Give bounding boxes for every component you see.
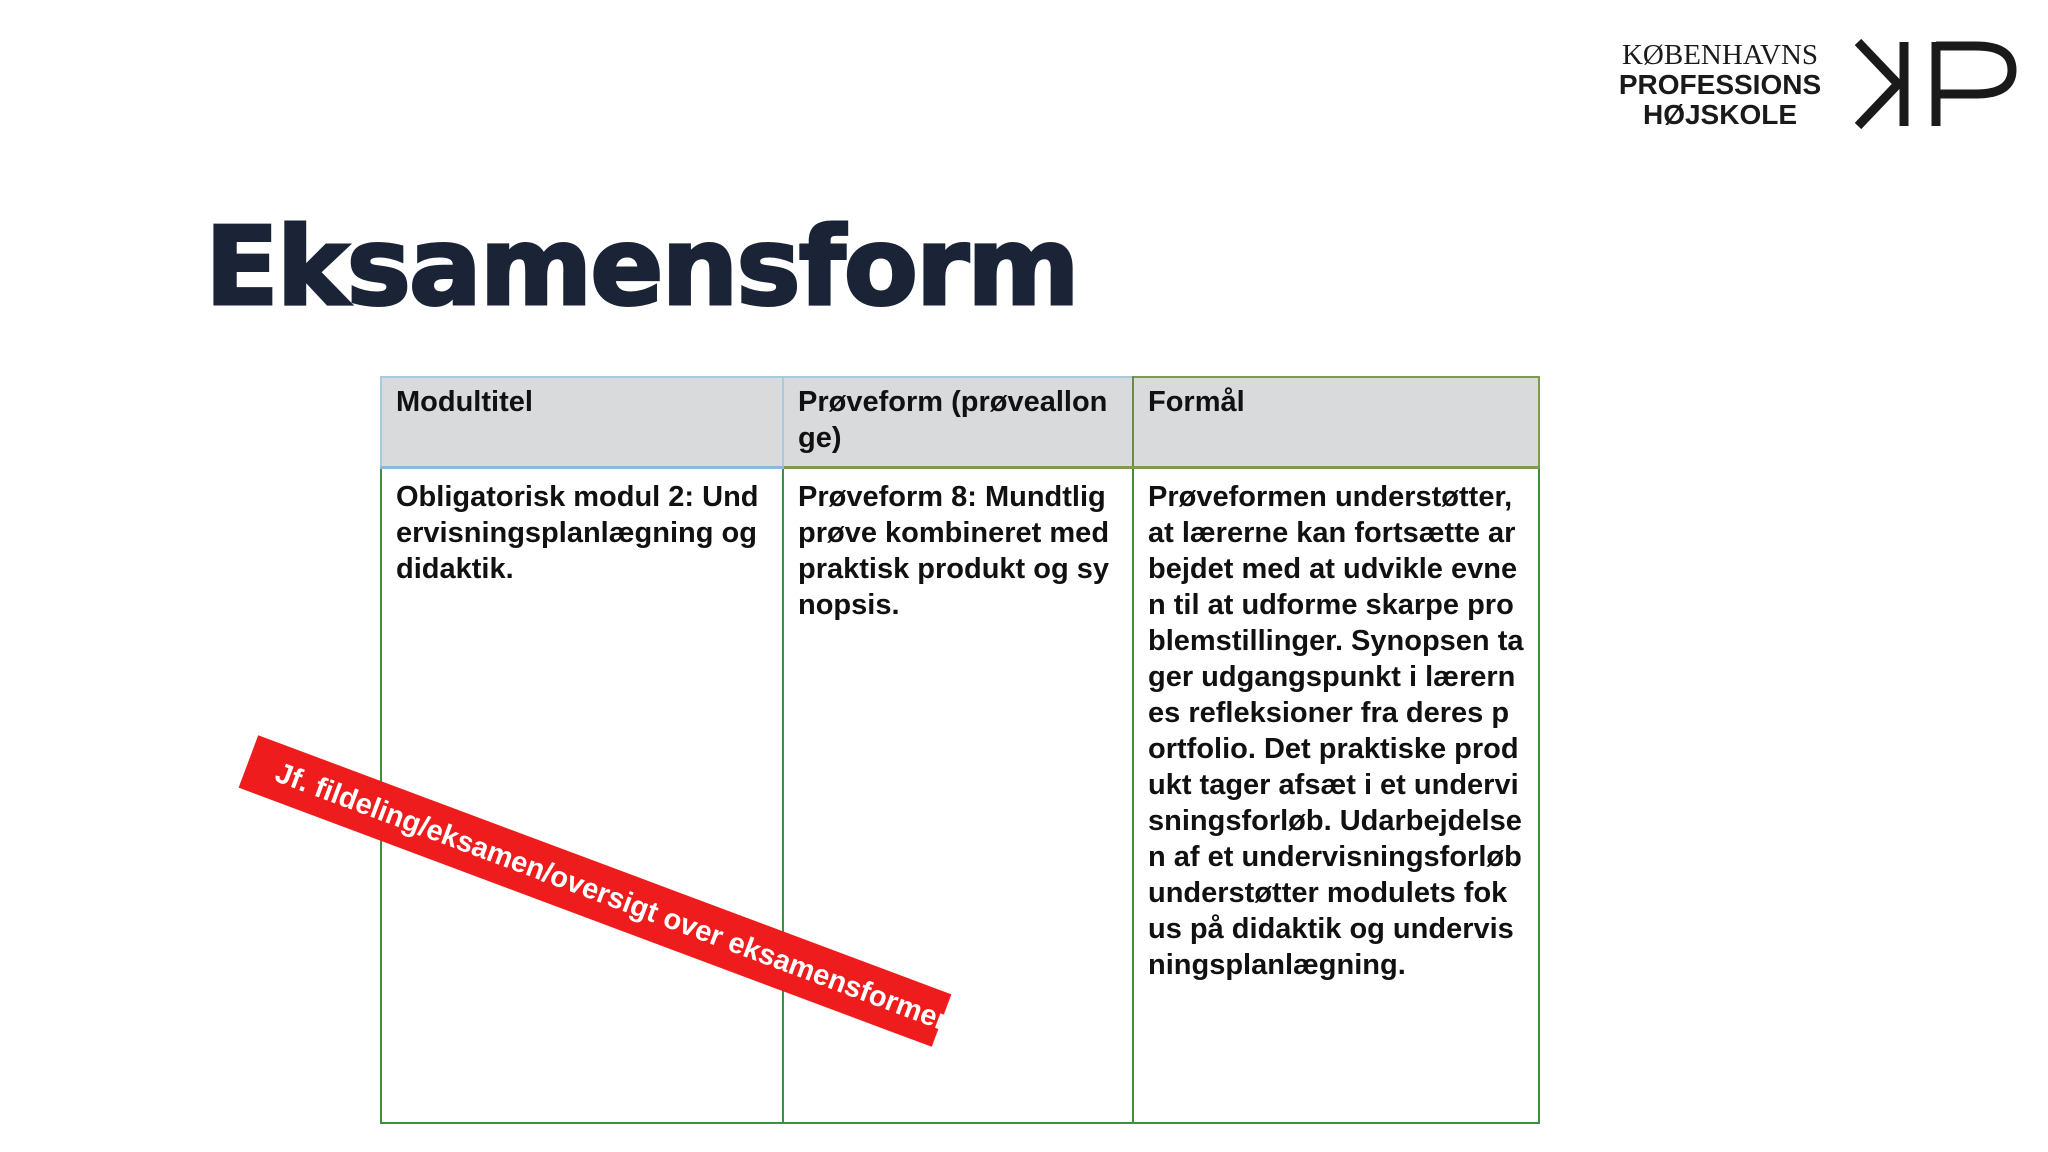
logo-wordmark	[1600, 40, 1840, 130]
kp-logo	[1600, 38, 2020, 138]
header-proeveform: Prøveform (prøveallonge)	[783, 377, 1133, 468]
logo-line-2: PROFESSIONS	[1618, 69, 1822, 100]
table-row	[381, 468, 1539, 1124]
logo-line-1: KØBENHAVNS	[1621, 39, 1819, 71]
exam-form-table	[380, 376, 1540, 1124]
cell-modultitel: Obligatorisk modul 2: Undervisningsplanlægning og didaktik.	[381, 468, 783, 1124]
page-title: Eksamensform	[205, 205, 1078, 330]
cell-proeveform: Prøveform 8: Mundtlig prøve kombineret med praktisk produkt og synopsis.	[783, 468, 1133, 1124]
table-header-row	[381, 377, 1539, 468]
reference-banner: Jf. fildeling/eksamen/oversigt over eksamensformer	[239, 735, 952, 1047]
cell-formaal: Prøveformen understøtter, at lærerne kan fortsætte arbejdet med at udvikle evnen til at udforme skarpe problemstillinger. Synopsen tager udgangspunkt i lærernes refleksioner fra deres portfolio. Det praktiske produkt tager afsæt i et undervisningsforløb. Udarbejdelsen af et undervisningsforløb understøtter modulets fokus på didaktik og undervisningsplanlægning.	[1133, 468, 1539, 1124]
header-modultitel: Modultitel	[381, 377, 783, 468]
logo-line-3: HØJSKOLE	[1642, 99, 1798, 130]
kp-monogram-icon	[1852, 38, 2020, 130]
header-formaal: Formål	[1133, 377, 1539, 468]
